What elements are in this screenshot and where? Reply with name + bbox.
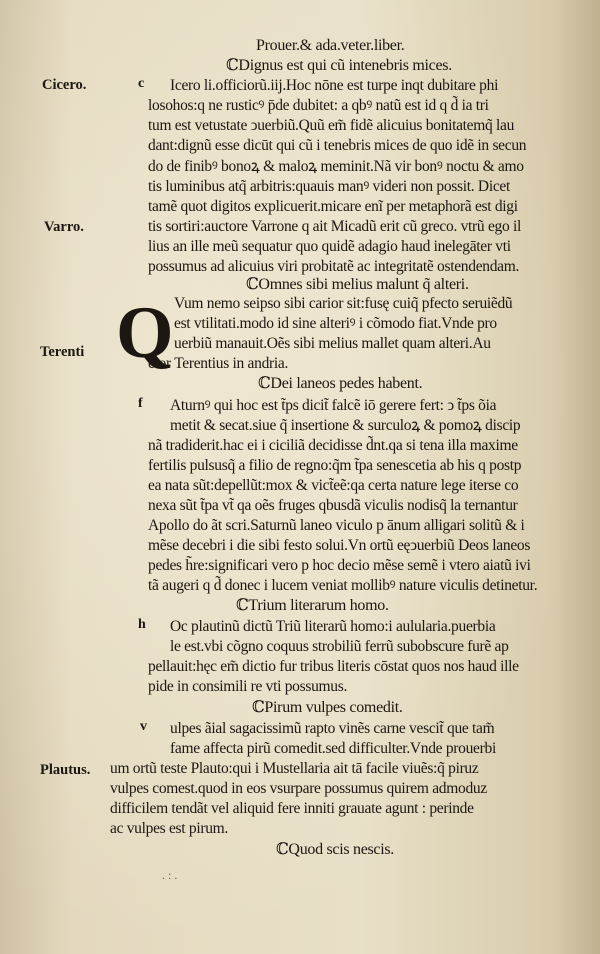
text-line: Oc plautinũ dictũ Triũ literarũ homo:i aulularia.puerbia — [170, 618, 496, 635]
margin-note-terenti: Terenti — [40, 344, 85, 360]
text-line: le est.vbi cõgno coquus strobiliũ ferrũ subobscure furẽ ap — [170, 638, 509, 655]
text-line: difficilem tendãt vel aliquid fere inniti grauate agunt : perinde — [110, 800, 474, 817]
text-line: tã augeri q d̃ donec i lucem veniat mollibꝰ nature viculis detinetur. — [148, 577, 538, 594]
text-line: Aturnꝰ qui hoc est t̃ps dicit̃ falcẽ iō gerere fert: ↄ t̃ps õia — [170, 397, 497, 414]
text-line: Icero li.officiorũ.iij.Hoc nōne est turpe inqt dubitare phi — [170, 77, 499, 94]
text-line: mẽse decebri i die sibi festo solui.Vn ortũ eęↄuerbiũ Deos laneos — [148, 537, 531, 554]
heading-dei-laneos: ℂDei laneos pedes habent. — [258, 375, 423, 392]
text-line: dant:dignũ esse dicūt qui cũ i tenebris mices de quo idẽ in secun — [148, 137, 527, 154]
text-line: fame affecta pirũ comedit.sed difficulter.Vnde prouerbi — [170, 740, 496, 757]
heading-pirum: ℂPirum vulpes comedit. — [252, 699, 403, 716]
margin-note-varro: Varro. — [44, 219, 84, 235]
text-line: tamẽ quot digitos explicuerit.micare enĩ per metaphorã est digi — [148, 198, 518, 215]
guide-letter-f: f — [138, 396, 143, 411]
guide-letter-v: v — [140, 719, 147, 734]
guide-letter-h: h — [138, 617, 146, 632]
text-line: ctor Terentius in andria. — [148, 355, 289, 372]
text-line: pedes h̃re:significari vero p hoc decio mẽse semẽ i vtero aiatũ ivi — [148, 557, 531, 574]
text-line: metit & secat.siue q̃ insertione & surculoꝝ & pomoꝝ discip — [170, 417, 521, 434]
heading-trium: ℂTrium literarum homo. — [236, 597, 389, 614]
text-line: um ortũ teste Plauto:qui i Mustellaria ait tā facile viuẽs:q̃ piruz — [110, 760, 479, 777]
text-line: tis luminibus atq̃ arbitris:quauis manꝰ videri non possit. Dicet — [148, 178, 510, 195]
text-line: tum est vetustate ↄuerbiũ.Quũ em̃ fidẽ alicuius bonitatemq̃ lau — [148, 117, 515, 134]
text-line: possumus ad alicuius viri probitatẽ ac integritatẽ ostendendam. — [148, 258, 520, 275]
text-line: do de finibꝰ bonoꝝ & maloꝝ meminit.Nã vir bonꝰ noctu & amo — [148, 158, 524, 175]
text-line: ulpes ãial sagacissimũ rapto vinẽs carne vescit̃ que tam̃ — [170, 720, 495, 737]
text-line: pide in consimili re vti possumus. — [148, 678, 348, 695]
text-line: ac vulpes est pirum. — [110, 820, 228, 837]
text-line: pellauit:hęc em̃ dictio fur tribus literis cōstat quos nos haud ille — [148, 658, 519, 675]
text-line: fertilis pulsusq̃ a filio de regno:q̃m t̃pa senescetia ab his q postp — [148, 457, 522, 474]
guide-letter-c: c — [138, 76, 145, 91]
margin-note-cicero: Cicero. — [42, 77, 87, 93]
text-line: Apollo do ãt scri.Saturnũ laneo viculo p ānum alligari solitũ & i — [148, 517, 525, 534]
running-head: Prouer.& ada.veter.liber. — [256, 37, 405, 54]
text-line: nexa sũt t̃pa vt̃ qa oẽs fruges qbusdã viculis nodisq̃ la ternantur — [148, 497, 518, 514]
heading-omnes: ℂOmnes sibi melius malunt q̃ alteri. — [246, 276, 469, 293]
text-line: losohos:q ne rusticꝰ p̄de dubitet: a qbꝰ natũ est id q d̃ ia tri — [148, 97, 489, 114]
text-line: tis sortiri:auctore Varrone q ait Micadũ erit cũ greco. vtrũ ego il — [148, 218, 522, 235]
text-line: est vtilitati.modo id sine alteriꝰ i cõmodo fiat.Vnde pro — [174, 315, 497, 332]
text-line: Vum nemo seipso sibi carior sit:fusę cuiq̃ pfecto seruiẽdũ — [174, 295, 513, 312]
text-line: lius an ille meũ sequatur quo quidẽ adagio haud inelegāter vti — [148, 238, 511, 255]
decorated-initial-q: Q — [116, 292, 174, 374]
text-line: vulpes comest.quod in eos vsurpare possumus quirem admoduz — [110, 780, 487, 797]
text-line: ea nata sũt:depellũt:mox & vict̃eẽ:qa certa nature lege iterse co — [148, 477, 519, 494]
text-line: uerbiũ manauit.Oẽs sibi melius mallet quam alteri.Au — [174, 335, 491, 352]
text-line: nã tradiderit.hac ei i ciciliã decidisse d̃nt.qa si tena illa maxime — [148, 437, 518, 454]
margin-note-plautus: Plautus. — [40, 762, 91, 778]
heading-dignus: ℂDignus est qui cũ intenebris mices. — [226, 57, 452, 74]
page-footmark: . : . — [162, 868, 178, 882]
heading-quod-scis: ℂQuod scis nescis. — [276, 841, 394, 858]
